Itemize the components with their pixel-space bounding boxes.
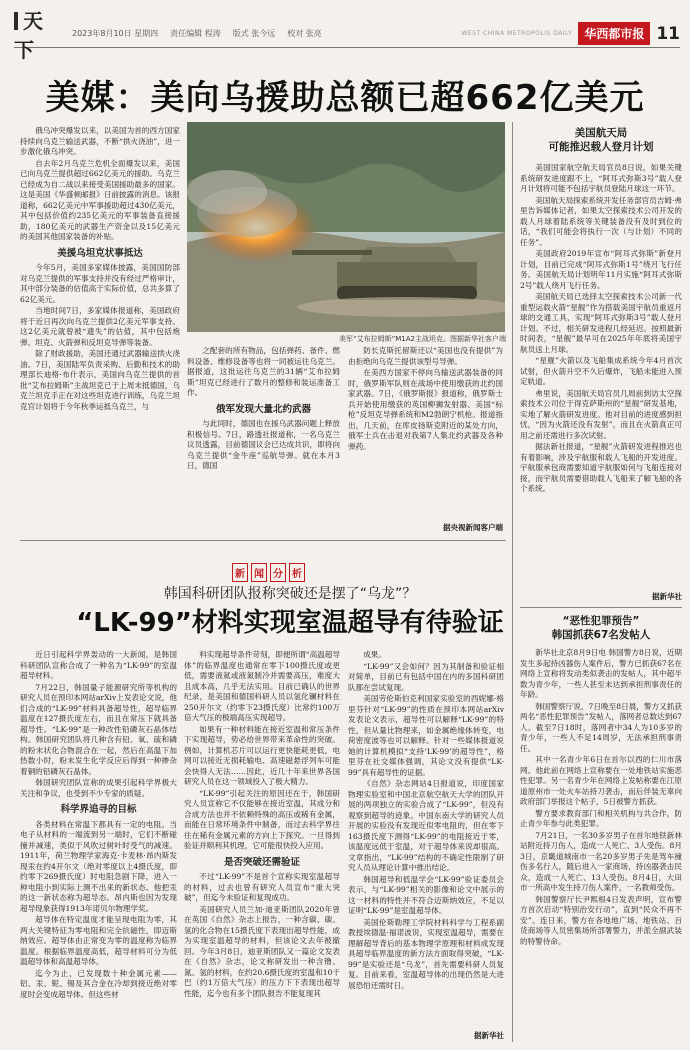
paragraph: 韩国研究团队宣称的成果引起科学界极大关注和争议，也受到不少专家的质疑。 — [20, 778, 177, 798]
paragraph: 如果有一种材料能在接近室温和常压条件下实现超导，势必给世界带来革命性的突破。例如，计算机芯片可以运行更快能耗更低，电网可以接近无损耗输电、高速磁悬浮列车可能会快得人无法……因此，近几十年来世界各国研究人员在这一领域投入了极大精力。 — [184, 724, 340, 786]
paragraph: 俄乌冲突爆发以来，以美国为首的西方国家持续向乌克兰输送武器，不断“拱火浇油”，进一步激化俄乌冲突。 — [20, 126, 180, 156]
paragraph: 7月21日，一名30多岁男子在首尔地铁新林站附近持刀伤人，造成一人死亡、3人受伤。8月3日，京畿道城南市一名20多岁男子先是驾车撞伤多名行人，随后进入一家商场，持凶器袭击民众，造成一人死亡、13人受伤。8月4日，大田市一所高中发生持刀伤人案件，一名教师受伤。 — [520, 830, 682, 892]
paragraph: 美国劳伦斯伯克利国家实验室的西妮娜·格里芬针对“LK-99”的性质在预印本网站arXiv发表论文表示，超导性可以解释“LK-99”的特性，但从量比物理来，如金属绝缘体转变，电荷密度波等也可以解释。针对一些媒体报道说她的计算机模拟“支持‘LK-99’的超导性”，格里芬在社交媒体强调，其论文没有提供“LK-99”具有超导性的证据。 — [348, 694, 504, 777]
tag-char: 新 — [232, 563, 248, 582]
paragraph: 自去年2月乌克兰危机全面爆发以来，美国已向乌克兰提供超过662亿美元的援助。乌克兰已经成为自二战以来接受美国援助最多的国家。这是美国《华盛顿邮报》日前披露的消息。该报道称，662亿美元中军事援助超过430亿美元，其中包括价值约235亿美元的军事装备直接援助，180亿美元的武器生产资金以及15亿美元的美国其他国家装备的补贴。 — [20, 158, 180, 241]
paragraph: 近日引起科学界轰动的一大新闻，是韩国科研团队宣称合成了一种名为“LK-99”的室温超导材料。 — [20, 650, 177, 680]
paragraph: “LK-99”引起关注的原因还在于，韩国研究人员宣称它不仅能够在接近室温，其成分和合成方法也并不依赖特殊的高压或稀有金属，而能在日常环境条件中制备，而过去科学界往往在稀有金属元素的方向上下探究。一旦得到验证并顺利其机理，它可能很快投入应用。 — [184, 788, 340, 850]
page-number: 11 — [656, 23, 680, 44]
paragraph: 警方要求教育部门和相关机构与共合作，防止青少年参与此类犯罪。 — [520, 808, 682, 828]
proof-credit: 校对 张亮 — [287, 29, 322, 38]
paragraph: 据法新社报道，“星舰”火箭研发进程推迟也有着影响，涉及宇航服和载人飞船的开发进度。宇航服承包商需要知道宇航服如何与飞船连接对接，而宇航员需要借助载人飞船来了解飞船的各个系统。 — [520, 442, 682, 493]
paragraph: 《自然》杂志网站4日报道说，印度国家物理实验室和中国北京航空航天大学的团队开展的两项独立的实验合成了“LK-99”，但没有观察到超导的迹象。中国东南大学的研究人员开展的实验没有发现近似零电阻的，但在零下163摄氏度下测得“LK-99”的电阻接近于零，该温度远低于室温，对于超导体来说却很高。文章指出，“LK-99”结构的不确定性限制了研究人员从理论计算中推出结论。 — [348, 779, 504, 872]
article2-source: 据新华社 — [474, 1031, 504, 1040]
paragraph: 不过“LK-99”不是首个宣称实现室温超导的材料，过去也曾有研究人员宣布“重大突破”，但迄今未验证和复现成功。 — [184, 872, 340, 902]
paragraph: 弗里说，美国航天局官员几周前到访太空探索技术公司位于得克萨斯州的“星舰”研发基地，实地了解火箭研发进度。他对目前的进度感到担忧，“因为火箭还没有发射”，而且在火箭真正可用之前还需进行多次试射。 — [520, 388, 682, 440]
sidebar1-source: 据新华社 — [652, 592, 682, 601]
masthead — [461, 22, 680, 45]
paragraph: 韩国警察厅长尹熙根4日发表声明，宣布警方首次启动“特别治安行动”，直到“民众不再不安”。连日来，警方在各地地广场、地铁站、百货商场等人员密集场所部署警力，并派全副武装的特警待命。 — [520, 894, 682, 946]
paragraph: 料实现超导条件苛刻，即便所谓“高温超导体”的临界温度也通常在零下100摄氏度或更低，需要液氦或液氮制冷并需要高压，难度大且成本高，几乎无法实用。目前已确认的世界纪录，是美国和德国科研人员以氢化镧材料在250开尔文（约零下23摄氏度）比常约100万倍大气压的极端高压实现超导。 — [184, 650, 340, 722]
column-divider — [512, 122, 513, 1042]
paragraph: 防长克斯托留斯还以“美国也没有提供”为由拒绝向乌克兰提供该型号导弹。 — [348, 346, 503, 366]
paragraph: 当地时间7日，多家媒体报道称，美国政府将于近日再次向乌克兰提供2亿美元军事支持。这2亿美元就曾被“遗失”的估值，其中包括炮弹、坦克、火箭弹和反坦克导弹等装备。 — [20, 306, 180, 347]
paragraph: 与此同时，德国也在援乌武器问题上释放积极信号。7日，路透社报道称，一名乌克兰议员透露，目前德国议会已达成共识，即将向乌克兰提供“金牛座”巡航导弹。就在本月3日，德国 — [187, 419, 340, 470]
paragraph: 之配套的所有物品，包括弹药、备件、燃料设备、维修设备等也将一同被运往乌克兰。据报道，这批运往乌克兰的31辆“艾布拉姆斯”坦克已经进行了数月的整修和装运准备工作。 — [187, 346, 340, 397]
tag-char: 析 — [289, 563, 305, 582]
paragraph: 成果。 — [363, 650, 386, 659]
article2-column-1 — [20, 650, 177, 1042]
design-credit: 版式 张今远 — [232, 29, 276, 38]
paper-name-en: WEST CHINA METROPOLIS DAILY — [461, 30, 573, 37]
article2-column-2 — [184, 650, 340, 1042]
paragraph: “LK-99”又会如何？因为其制备和验证相对简单，目前已有包括中国在内的多国科研团队都在尝试复现。 — [348, 661, 504, 692]
article1-headline: 美媒：美向乌援助总额已超662亿美元 — [45, 78, 645, 118]
article1-column-2 — [187, 346, 340, 522]
tank-photo — [187, 122, 505, 332]
article2-subtitle: 韩国科研团队报称突破还是摆了“乌龙”？ — [163, 586, 417, 602]
paragraph: 美国航天局已选择太空探索技术公司新一代重型运载火箭“星舰”作为搭载美国宇航员重返月球的交通工具，实现“阿耳式弥斯3号”载人登月计划。不过，相关研发进程几经延迟。按照最新时间表，“星舰”最早可在2025年年底将美国宇航员送上月球。 — [520, 292, 682, 354]
paragraph: 各类材料在常温下都具有一定的电阻。当电子从材料的一端流到另一端时，它们不断碰撞并减速，类似于风吹过树叶时受气的减速。1911年，荷兰物理学家海克·卡麦林·昂内斯发现汞在约4开尔文（绝对零度以上4摄氏度，即约零下269摄氏度）时电阻急剧下降，进入一种电阻小到实际上测不出来的新状态。他把汞的这一新状态称为超导态。昂内斯也因为发现超导现象获得1913年诺贝尔物理学奖。 — [20, 819, 177, 913]
issue-meta — [72, 28, 322, 39]
page-header — [14, 8, 680, 62]
section-label: 天下 — [14, 5, 64, 63]
issue-date: 2023年8月10日 星期四 — [72, 29, 159, 38]
article2-headline: “LK-99”材料实现室温超导有待验证 — [76, 608, 504, 638]
paragraph: 今年5月，美国多家媒体披露，美国国防部对乌克兰提供的军事支持并没有经过严格审计，其中部分装备的估值高于实际价值，总共多算了62亿美元。 — [20, 263, 180, 304]
paper-logo: 华西都市报 — [578, 22, 650, 45]
paragraph: 除了财政援助，美国还通过武器输送拱火浇油。7日，美国陆军负责采购、后勤和技术的助理部长迪格·布什表示，美国向乌克兰提供的首批“艾布拉姆斯”主战坦克已于上周末抵德国，乌克兰坦克手正在对这些坦克进行训练，乌克兰坦克官计划将于今年秋季运抵乌克兰，与 — [20, 349, 180, 411]
paragraph: 其中一名青少年6日在首尔以西的仁川市落网。他此前在网络上宣称要在一处地铁站实施恶性犯罪。另一名青少年在网络上发帖称要在江原道原州市一处火车站持刀袭击，而后伴装无辜向政府部门举报这个帖子，5日被警方抓获。 — [520, 755, 682, 806]
sidebar1-body — [520, 163, 682, 591]
section-divider — [20, 540, 506, 541]
sidebar1-title-line1: 美国航天局 — [574, 127, 628, 139]
subheading: 俄军发现大量北约武器 — [215, 403, 311, 415]
paragraph: 超导体在特定温度才能呈现电阻为零，其两大关键特征为零电阻和完全抗磁性，即迈斯纳效应。超导体由正常变为零的温度称为临界温度。根据临界温度高低，超导材料可分为低温超导体和高温超导体。 — [20, 915, 177, 966]
paragraph: 在美西方国家不停向乌输送武器装备的同时，俄罗斯军队则在战场中使用缴获的北约国家武器。7日，《俄罗斯报》报道称，俄罗斯士兵开始使用缴获的英国柳狮发射器、美国“标枪”反坦克导弹系统和M2勃朗宁机枪。报道指出，几天前，在库皮扬斯克附近的某处方向，俄军士兵在击退对我第7人集北约武器及各种弹药。 — [348, 368, 503, 451]
subheading: 美援乌坦克状事抵达 — [57, 247, 143, 259]
paragraph: 新华社北京8月9日电 韩国警方8日说，近期发生多起持凶器伤人案件后，警方已抓获67名在网络上宣称将发动类似袭击的发帖人，其中超半数为青少年，一些人甚至未达到承担刑事责任的年龄。 — [520, 648, 682, 699]
subheading: 科学界追寻的目标 — [60, 804, 137, 815]
paragraph: 韩国超导和低温学会“LK-99”验证委员会表示，与“LK-99”相关的影像和论文中展示的这一材料的特性并不符合迈斯纳效应，不足以证明“LK-99”是室温超导体。 — [348, 874, 504, 915]
tag-char: 闻 — [251, 563, 267, 582]
article1-column-1 — [20, 126, 180, 524]
article1-source: 据央视新闻客户端 — [443, 523, 503, 532]
paragraph: 美国国家航空航天局官员8日说，如果关键系统研发进度跟不上，“阿耳式弥斯3号”载人登月计划将可能不包括宇航员登陆月球这一环节。 — [520, 163, 682, 193]
paragraph: 美国航天局探索系统开发任务部官员吉姆·弗里告诉媒体记者，如果太空探索技术公司开发的载人月球着陆系统等关键装备没有及时到位的话，“我们可能会将执行一次（与计划）不同的任务”。 — [520, 195, 682, 247]
sidebar1-title-line2: 可能推迟载人登月计划 — [548, 141, 654, 153]
sidebar2-title-line1: “恶性犯罪预告” — [562, 615, 640, 627]
editor-credit: 责任编辑 程涛 — [170, 29, 221, 38]
sidebar1-title — [520, 126, 682, 154]
tag-char: 分 — [270, 563, 286, 582]
sidebar2-title-line2: 韩国抓获67名发帖人 — [551, 629, 651, 641]
paragraph: 美国政府2019年宣布“阿耳式弥斯”新登月计划，目前已完成“阿耳式弥斯1号”绕月飞行任务。美国航天局计划明年11月实施“阿耳式弥斯2号”载人绕月飞行任务。 — [520, 249, 682, 290]
subheading: 是否突破还需验证 — [223, 856, 300, 868]
paragraph: 美国研究人员兰加·迪亚斯团队2020年曾在英国《自然》杂志上报告，一种含碳、碳、氢的化合物在15摄氏度下表现出超导性能，成为实现室温超导的材料，但该论文去年被撤回。今年3月8日，迪亚斯团队又一篇论文发表在《自然》杂志，论文称研发出一种含镥、氮、氢的材料，在约20.6摄氏度的室温和10千巴（约1万倍大气压）的压力下下表现出超导性能，迄今也有多个团队报告不能复现其 — [184, 904, 340, 998]
news-analysis-tag — [232, 563, 305, 582]
tank-image — [187, 122, 505, 332]
paragraph: “星舰”火箭以及飞船集成系统今年4月首次试射，但火箭升空不久后爆炸，飞船未能进入预定轨道。 — [520, 356, 682, 386]
article1-column-3 — [348, 346, 503, 522]
paragraph: 迄今为止，已发现数十种金属元素——铝、汞、铌、锡及其合金在冷却到接近绝对零度时会变成超导体。但这些材 — [20, 968, 177, 999]
paragraph: 7月22日，韩国量子能源研究所等机构的研究人员在预印本网站arXiv上发表论文说，他们合成的“LK-99”材料具备超导性，超导临界温度在127摄氏度左右，而且在常压下就具备超导性。“LK-99”是一种改性铅磷灰石晶体结构。韩国研究团队将几种含有铅、氧、硫和磷的粉末状化合物混合在一起，然后在高温下加热数小时，粉末发生化学反应后得到一种掺杂着铜的铅磷灰石晶体。 — [20, 682, 177, 776]
paragraph: 美国伦斯勒理工学院材料科学与工程系副教授埃德温·福诺波说，实现室温超导，需要在理解超导背后的基本物理学原理和材料成发现具超导临界温度的新方法方面取得突破，“LK-99”是实验还是“乌龙”，首先需要科研人员复复。目前来看，室温超导体的出现仍然是大进展恐怕还需时日。 — [348, 917, 504, 990]
paragraph: 韩国警察厅说，7日晚至8日晨，警方又抓获两名“恶性犯罪预告”发帖人，落网者总数达到67人。截至7日18时，落网者中34人为10多岁的青少年，一些人不足14周岁，无法承担刑事责任。 — [520, 701, 682, 753]
sidebar2-body — [520, 648, 682, 1043]
article2-column-3 — [348, 650, 504, 1028]
photo-caption: 美军“艾布拉姆斯”M1A2主战坦克。图据新华社客户端 — [339, 335, 506, 343]
